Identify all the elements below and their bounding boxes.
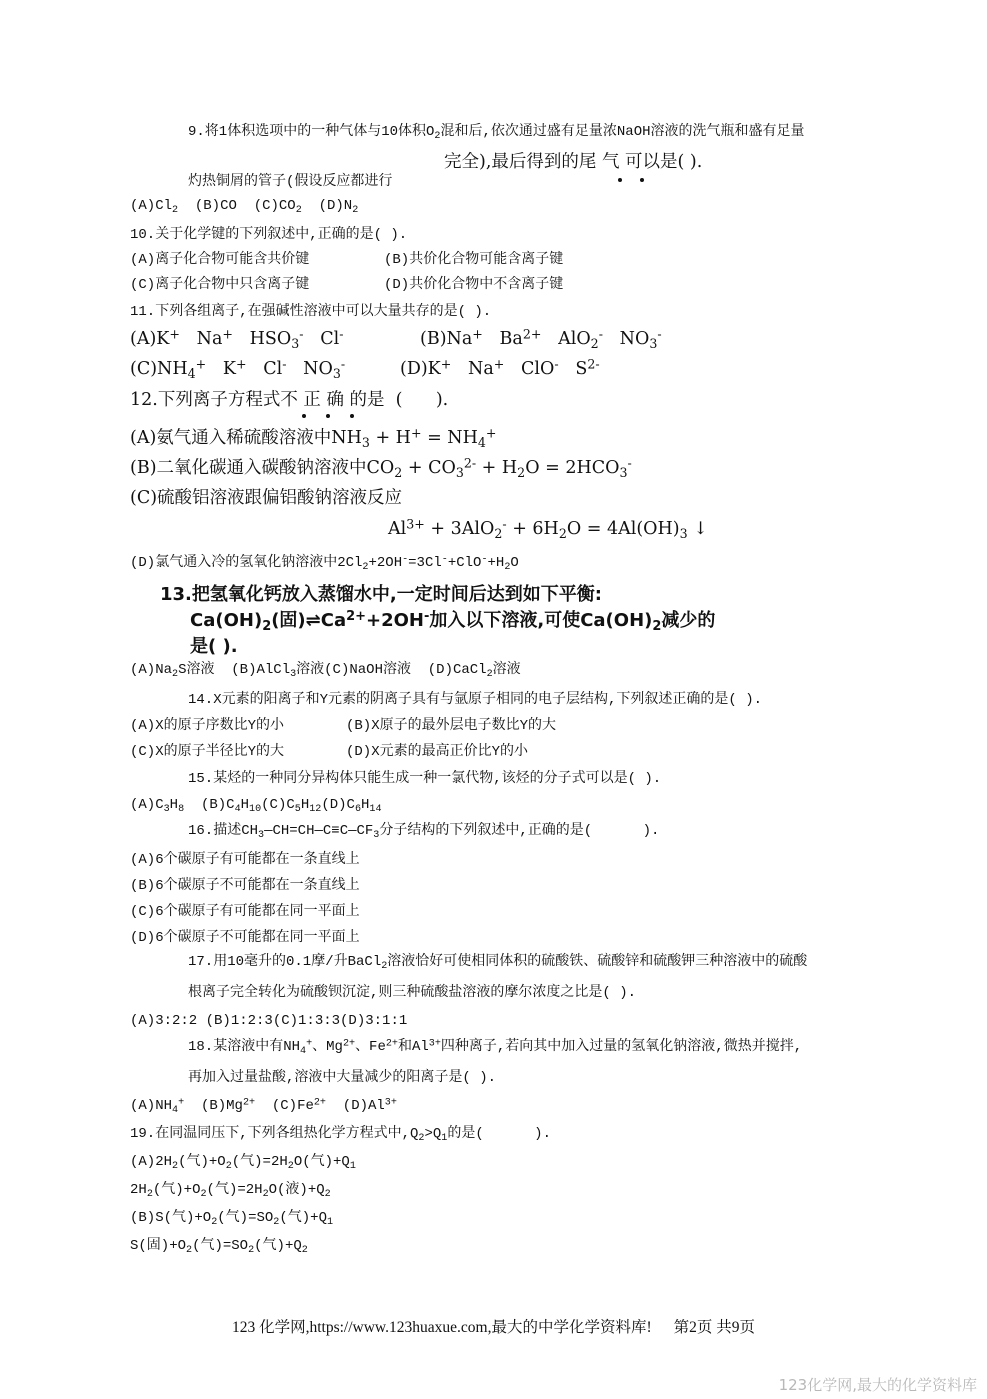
emphasis-dot bbox=[326, 414, 330, 418]
q11-option-a: (A)K+ Na+ $HSO_3^-$ Cl- bbox=[130, 326, 344, 352]
q19-stem: 19.在同温同压下,下列各组热化学方程式中$,Q_2>Q_1$的是( ). bbox=[130, 1126, 551, 1145]
q10-option-a: (A)离子化合物可能含共价键 bbox=[130, 252, 310, 268]
emphasis-dot bbox=[618, 178, 622, 182]
q15-stem: 15.某烃的一种同分异构体只能生成一种一氯代物,该烃的分子式可以是( ). bbox=[188, 771, 662, 787]
q18-options: $(A)NH_4^+$ $(B)Mg^{2+}$ $(C)Fe^{2+}$ $(D)Al^{3+}$ bbox=[130, 1097, 397, 1117]
q9-line2b: 完全),最后得到的尾 气 可以是( ). bbox=[444, 152, 703, 172]
q13-options: $(A)Na_2S$溶液 (B)AlCl$_3$溶液(C)NaOH溶液 (D)CaCl$_2$溶液 bbox=[130, 662, 521, 681]
q18-line2: 再加入过量盐酸,溶液中大量减少的阳离子是( ). bbox=[188, 1070, 497, 1086]
q12-option-d: (D)氯气通入冷的氢氧化钠溶液中$2Cl_2+2OH^-=3Cl^-+ClO^-+H_2O$ bbox=[130, 554, 519, 574]
q12-option-c-equation: $Al^{3+} + 3AlO_2^- + 6H_2O = 4Al(OH)_3$ ↓ bbox=[388, 516, 708, 542]
emphasis-dot bbox=[350, 414, 354, 418]
q9-line1 bbox=[188, 122, 805, 142]
footer-page-number: 第2页 共9页 bbox=[673, 1319, 755, 1336]
q19-option-b2: S(固)$+O_2$(气)$=SO_2$(气)$+Q_2$ bbox=[130, 1238, 308, 1257]
q19-option-a2: $2H_2$(气)$+O_2$(气)$=2H_2O$(液)$+Q_2$ bbox=[130, 1182, 331, 1201]
q12-stem: 12.下列离子方程式不 正 确 的是 ( ). bbox=[130, 390, 449, 410]
q17-line2: 根离子完全转化为硫酸钡沉淀,则三种硫酸盐溶液的摩尔浓度之比是( ). bbox=[188, 985, 637, 1001]
q17-options: (A)3:2:2 (B)1:2:3(C)1:3:3(D)3:1:1 bbox=[130, 1013, 408, 1029]
q10-option-c: (C)离子化合物中只含离子键 bbox=[130, 277, 310, 293]
q16-stem: 16.描述$CH_3—CH=CH—C\equiv C—CF_3$分子结构的下列叙述中,正确的是( ). bbox=[188, 823, 660, 842]
q9-options: $(A)Cl_2$ (B)CO $(C)CO_2$ $(D)N_2$ bbox=[130, 198, 359, 217]
emphasis-dot bbox=[302, 414, 306, 418]
q11-stem: 11.下列各组离子,在强碱性溶液中可以大量共存的是( ). bbox=[130, 304, 492, 320]
q16-option-c: (C)6个碳原子有可能都在同一平面上 bbox=[130, 904, 360, 920]
q11-option-c: $(C)NH_4^+$ K+ Cl- $NO_3^-$ bbox=[130, 356, 346, 382]
q11-option-d: (D)K+ Na+ ClO- $S^{2-}$ bbox=[400, 356, 600, 379]
page-footer bbox=[0, 1318, 987, 1338]
watermark: 123化学网,最大的化学资料库 bbox=[778, 1376, 977, 1394]
q19-option-a1: $(A)2H_2$(气)$+O_2$(气)$=2H_2O$(气)$+Q_1$ bbox=[130, 1154, 356, 1173]
q13-line3: 是( ). bbox=[190, 636, 238, 657]
q19-option-b1: (B)S(气)$+O_2$(气)$=SO_2$(气)$+Q_1$ bbox=[130, 1210, 334, 1229]
q12-option-a: (A)氨气通入稀硫酸溶液中$NH_3 + H^+ = NH_4^+$ bbox=[130, 425, 497, 451]
q14-option-d: (D)X元素的最高正价比Y的小 bbox=[346, 744, 529, 760]
q16-option-a: (A)6个碳原子有可能都在一条直线上 bbox=[130, 852, 360, 868]
q9-line2a: 灼热铜屑的管子(假设反应都进行 bbox=[188, 174, 393, 190]
q9-line1-text: 9.将1体积选项中的一种气体与10体积$O_2$混和后,依次通过盛有足量浓NaOH溶液的洗气瓶和盛有足量 bbox=[188, 124, 805, 143]
q14-option-b: (B)X原子的最外层电子数比Y的大 bbox=[346, 718, 557, 734]
q12-option-c: (C)硫酸铝溶液跟偏铝酸钠溶液反应 bbox=[130, 488, 403, 508]
q13-line2: $Ca(OH)_2$(固)$\rightleftharpoons Ca^{2+}+2OH^-$加入以下溶液,可使$Ca(OH)_2$减少的 bbox=[190, 609, 716, 635]
q12-option-b: (B)二氧化碳通入碳酸钠溶液中$CO_2 + CO_3^{2-} + H_2O = 2HCO_3^-$ bbox=[130, 455, 632, 481]
q10-option-d: (D)共价化合物中不含离子键 bbox=[384, 277, 564, 293]
q18-line1: 18.某溶液中有$NH_4^+$、$Mg^{2+}$、$Fe^{2+}$和$Al^{3+}$四种离子,若向其中加入过量的氢氧化钠溶液,微热并搅拌, bbox=[188, 1038, 803, 1058]
q16-option-b: (B)6个碳原子不可能都在一条直线上 bbox=[130, 878, 360, 894]
q14-option-c: (C)X的原子半径比Y的大 bbox=[130, 744, 285, 760]
q15-options: $(A)C_3H_8$ $(B)C_4H_{10}(C)C_5H_{12}(D)C_6H_{14}$ bbox=[130, 797, 382, 816]
emphasis-dot bbox=[640, 178, 644, 182]
q13-line1: 13.把氢氧化钙放入蒸馏水中,一定时间后达到如下平衡: bbox=[160, 584, 602, 605]
q10-stem: 10.关于化学键的下列叙述中,正确的是( ). bbox=[130, 227, 408, 243]
q16-option-d: (D)6个碳原子不可能都在同一平面上 bbox=[130, 930, 360, 946]
q11-option-b: (B)Na+ $Ba^{2+}$ AlO$_2$- $NO_3^-$ bbox=[420, 326, 662, 352]
q14-stem: 14.X元素的阳离子和Y元素的阴离子具有与氩原子相同的电子层结构,下列叙述正确的是( ). bbox=[188, 692, 763, 708]
q17-line1: 17.用10毫升的0.1摩/升BaCl$_2$溶液恰好可使相同体积的硫酸铁、硫酸锌和硫酸钾三种溶液中的硫酸 bbox=[188, 954, 808, 973]
footer-site-text: 123 化学网,https://www.123huaxue.com,最大的中学化学资料库! bbox=[231, 1319, 652, 1336]
q10-option-b: (B)共价化合物可能含离子键 bbox=[384, 252, 564, 268]
q14-option-a: (A)X的原子序数比Y的小 bbox=[130, 718, 285, 734]
